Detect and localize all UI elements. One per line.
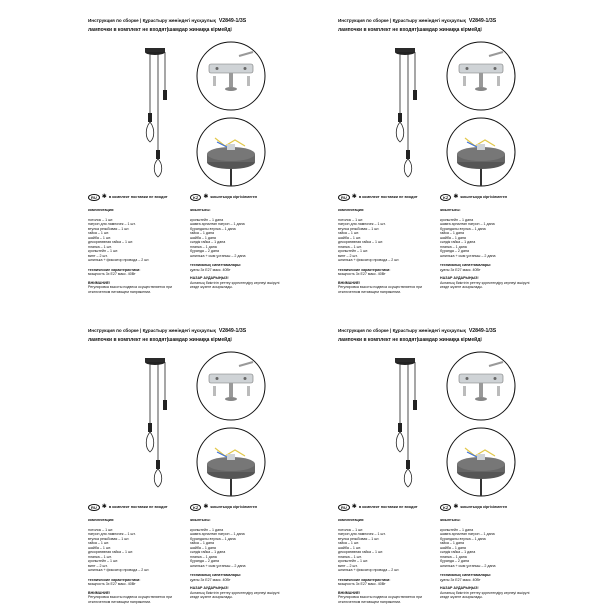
- list-item: сәндік гайка – 1 дана: [440, 550, 476, 554]
- list-item: шайба – 1 дана: [440, 545, 466, 550]
- kit-list: [190, 528, 288, 569]
- list-item: гайка – 1 шт.: [338, 231, 360, 235]
- list-item: гайка – 1 шт.: [338, 541, 360, 545]
- list-item: бұранда – 2 дана: [440, 559, 470, 563]
- ru-language-badge: RU: [338, 504, 350, 511]
- asterisk-icon: ✱: [453, 504, 459, 510]
- list-item: сәндік гайка – 1 дана: [190, 240, 226, 244]
- tech-spec: мощность 3x E27 макс. 40Вт: [338, 582, 386, 586]
- kz-note: жиынтыққа кіргізілмеген: [210, 505, 258, 509]
- list-item: кронштейн – 1 дана: [190, 527, 224, 532]
- asterisk-icon: ✱: [101, 194, 107, 200]
- kit-heading: комплектация:: [88, 518, 115, 522]
- kz-note: жиынтыққа кіргізілмеген: [460, 195, 508, 199]
- warning-text: Аспаның биіктігін реттеу қоректендіру кернеуі өшірулі кезде жүзеге асырылады.: [440, 590, 530, 599]
- kz-note-row: [440, 503, 507, 511]
- list-item: кронштейн – 1 шт.: [88, 249, 119, 253]
- list-item: винт – 2 шт.: [338, 563, 358, 568]
- tech-heading: технические характеристики:: [88, 267, 141, 272]
- list-item: бұранда – 2 дана: [440, 249, 470, 253]
- kit-heading: жиынтығы:: [440, 208, 461, 212]
- list-item: бұрандалы втулка – 1 дана: [190, 536, 236, 541]
- tech-spec: мощность 3x E27 макс. 40Вт: [88, 582, 136, 586]
- list-item: кронштейн – 1 шт.: [338, 249, 369, 253]
- tech-spec: қуаты 3x E27 макс. 40Вт: [190, 267, 231, 272]
- list-item: декоративная гайка – 1 шт.: [338, 240, 384, 244]
- warning-heading: НАЗАР АУДАРЫҢЫЗ!: [190, 276, 229, 280]
- kz-note: жиынтыққа кіргізілмеген: [460, 505, 508, 509]
- pendant-lamp-illustration: [120, 38, 190, 178]
- list-item: декоративная гайка – 1 шт.: [88, 240, 134, 244]
- canopy-wiring-illustration: [195, 426, 267, 498]
- list-item: шамға арналған патрон – 1 дана: [190, 222, 245, 226]
- warning-text: Регулировка высоты подвеса осуществляется при отключенном питающем напряжении.: [88, 595, 173, 604]
- kit-list: [190, 218, 288, 259]
- ru-note-row: [338, 503, 418, 511]
- kit-heading: комплектация:: [338, 208, 365, 212]
- list-item: гайка – 1 шт.: [88, 541, 110, 545]
- tech-spec: мощность 3x E27 макс. 40Вт: [338, 272, 386, 276]
- tech-heading: техникалық сипаттамалары:: [440, 573, 492, 577]
- kz-note: жиынтыққа кіргізілмеген: [210, 195, 258, 199]
- list-item: шпилька + сым ұстағыш – 2 дана: [440, 253, 496, 258]
- ru-column: [88, 518, 186, 604]
- canopy-wiring-illustration: [445, 116, 517, 188]
- mounting-bracket-illustration: [445, 40, 517, 112]
- warning-text: Аспаның биіктігін реттеу қоректендіру кернеуі өшірулі кезде жүзеге асырылады.: [440, 280, 530, 289]
- list-item: планка – 1 шт.: [338, 554, 362, 559]
- ru-note: в комплект поставки не входит: [108, 195, 168, 199]
- ru-note-row: [338, 193, 418, 201]
- list-item: бұранда – 2 дана: [190, 559, 220, 563]
- mounting-bracket-illustration: [195, 40, 267, 112]
- asterisk-icon: ✱: [453, 194, 459, 200]
- list-item: шайба – 1 шт.: [88, 545, 111, 550]
- ru-note: в комплект поставки не входит: [358, 505, 418, 509]
- mounting-bracket-illustration: [445, 350, 517, 422]
- list-item: гайка – 1 шт.: [88, 231, 110, 235]
- kz-language-badge: KZ: [190, 194, 201, 201]
- list-item: декоративная гайка – 1 шт.: [88, 550, 134, 554]
- list-item: шпилька + фиксатор провода – 2 шт.: [338, 258, 400, 262]
- list-item: планка – 1 дана: [190, 554, 217, 559]
- card-subtitle: лампочки в комплект не входят|шамдар жинаққа кірмейді: [338, 27, 482, 33]
- canopy-wiring-illustration: [445, 426, 517, 498]
- kit-heading: жиынтығы:: [440, 518, 461, 522]
- ru-language-badge: RU: [338, 194, 350, 201]
- warning-heading: ВНИМАНИЕ!: [88, 590, 111, 595]
- warning-heading: ВНИМАНИЕ!: [88, 280, 111, 285]
- list-item: шайба – 1 шт.: [338, 545, 361, 550]
- ru-column: [338, 518, 436, 604]
- instruction-card: [80, 10, 310, 294]
- list-item: планка – 1 дана: [440, 244, 467, 249]
- list-item: шпилька + сым ұстағыш – 2 дана: [190, 253, 246, 258]
- list-item: потолок – 1 шт.: [338, 527, 364, 532]
- list-item: гайка – 1 дана: [190, 541, 214, 545]
- list-item: шпилька + сым ұстағыш – 2 дана: [190, 563, 246, 568]
- kz-note-row: [440, 193, 507, 201]
- warning-text: Аспаның биіктігін реттеу қоректендіру кернеуі өшірулі кезде жүзеге асырылады.: [190, 590, 280, 599]
- list-item: шамға арналған патрон – 1 дана: [190, 532, 245, 536]
- list-item: шпилька + фиксатор провода – 2 шт.: [88, 258, 150, 262]
- kit-list: [440, 218, 538, 259]
- mounting-bracket-illustration: [195, 350, 267, 422]
- list-item: потолок – 1 шт.: [88, 217, 114, 222]
- tech-heading: технические характеристики:: [338, 267, 391, 272]
- list-item: винт – 2 шт.: [338, 253, 358, 258]
- warning-heading: НАЗАР АУДАРЫҢЫЗ!: [440, 276, 479, 280]
- kz-column: [190, 518, 288, 600]
- card-subtitle: лампочки в комплект не входят|шамдар жинаққа кірмейді: [88, 337, 232, 343]
- card-subtitle: лампочки в комплект не входят|шамдар жинаққа кірмейді: [88, 27, 232, 33]
- list-item: планка – 1 дана: [190, 244, 217, 249]
- kit-heading: жиынтығы:: [190, 208, 211, 212]
- ru-column: [338, 208, 436, 294]
- kit-heading: жиынтығы:: [190, 518, 211, 522]
- tech-spec: қуаты 3x E27 макс. 40Вт: [190, 577, 231, 582]
- list-item: шпилька + фиксатор провода – 2 шт.: [88, 568, 150, 572]
- ru-column: [88, 208, 186, 294]
- list-item: винт – 2 шт.: [88, 563, 108, 568]
- list-item: патрон для лампочек – 1 шт.: [338, 222, 386, 226]
- tech-heading: техникалық сипаттамалары:: [190, 573, 242, 577]
- kit-heading: комплектация:: [338, 518, 365, 522]
- kit-list: [338, 528, 436, 573]
- list-item: бұрандалы втулка – 1 дана: [440, 226, 486, 231]
- warning-text: Регулировка высоты подвеса осуществляется при отключенном питающем напряжении.: [338, 595, 423, 604]
- asterisk-icon: ✱: [351, 194, 357, 200]
- list-item: потолок – 1 шт.: [88, 527, 114, 532]
- kz-column: [190, 208, 288, 290]
- list-item: патрон для лампочек – 1 шт.: [338, 532, 386, 536]
- card-title: Инструкция по сборке | Құрастыру жөніндегі нұсқаулық V2849-1/3S: [338, 328, 497, 334]
- ru-note-row: [88, 193, 168, 201]
- card-title: Инструкция по сборке | Құрастыру жөніндегі нұсқаулық V2849-1/3S: [88, 18, 247, 24]
- kz-language-badge: KZ: [190, 504, 201, 511]
- list-item: шайба – 1 дана: [190, 235, 216, 240]
- list-item: патрон для лампочек – 1 шт.: [88, 532, 136, 536]
- kit-list: [88, 218, 186, 263]
- ru-note: в комплект поставки не входит: [108, 505, 168, 509]
- list-item: шпилька + сым ұстағыш – 2 дана: [440, 563, 496, 568]
- tech-spec: қуаты 3x E27 макс. 40Вт: [440, 577, 481, 582]
- kz-language-badge: KZ: [440, 504, 451, 511]
- warning-heading: НАЗАР АУДАРЫҢЫЗ!: [190, 586, 229, 590]
- list-item: кронштейн – 1 дана: [440, 527, 474, 532]
- kit-heading: комплектация:: [88, 208, 115, 212]
- tech-heading: технические характеристики:: [338, 577, 391, 582]
- warning-text: Аспаның биіктігін реттеу қоректендіру кернеуі өшірулі кезде жүзеге асырылады.: [190, 280, 280, 289]
- list-item: шамға арналған патрон – 1 дана: [440, 532, 495, 536]
- list-item: кронштейн – 1 шт.: [88, 559, 119, 563]
- list-item: планка – 1 шт.: [88, 554, 112, 559]
- kz-column: [440, 518, 538, 600]
- instruction-card: [80, 320, 310, 604]
- list-item: шайба – 1 дана: [440, 235, 466, 240]
- list-item: гайка – 1 дана: [190, 231, 214, 235]
- asterisk-icon: ✱: [351, 504, 357, 510]
- warning-text: Регулировка высоты подвеса осуществляется при отключенном питающем напряжении.: [88, 285, 173, 294]
- list-item: сәндік гайка – 1 дана: [440, 240, 476, 244]
- pendant-lamp-illustration: [120, 348, 190, 488]
- list-item: бұрандалы втулка – 1 дана: [190, 226, 236, 231]
- list-item: планка – 1 дана: [440, 554, 467, 559]
- card-title: Инструкция по сборке | Құрастыру жөніндегі нұсқаулық V2849-1/3S: [88, 328, 247, 334]
- list-item: кронштейн – 1 шт.: [338, 559, 369, 563]
- list-item: планка – 1 шт.: [338, 244, 362, 249]
- list-item: втулка резьбовая – 1 шт.: [338, 536, 380, 541]
- kz-language-badge: KZ: [440, 194, 451, 201]
- list-item: патрон для лампочек – 1 шт.: [88, 222, 136, 226]
- list-item: гайка – 1 дана: [440, 231, 464, 235]
- list-item: втулка резьбовая – 1 шт.: [88, 536, 130, 541]
- instruction-card: [330, 320, 560, 604]
- ru-language-badge: RU: [88, 194, 100, 201]
- list-item: шамға арналған патрон – 1 дана: [440, 222, 495, 226]
- kz-note-row: [190, 503, 257, 511]
- tech-heading: техникалық сипаттамалары:: [440, 263, 492, 267]
- list-item: сәндік гайка – 1 дана: [190, 550, 226, 554]
- list-item: гайка – 1 дана: [440, 541, 464, 545]
- asterisk-icon: ✱: [203, 504, 209, 510]
- list-item: шайба – 1 шт.: [88, 235, 111, 240]
- kz-column: [440, 208, 538, 290]
- list-item: декоративная гайка – 1 шт.: [338, 550, 384, 554]
- list-item: кронштейн – 1 дана: [190, 217, 224, 222]
- list-item: планка – 1 шт.: [88, 244, 112, 249]
- kit-list: [338, 218, 436, 263]
- list-item: бұрандалы втулка – 1 дана: [440, 536, 486, 541]
- tech-heading: технические характеристики:: [88, 577, 141, 582]
- list-item: шайба – 1 шт.: [338, 235, 361, 240]
- tech-heading: техникалық сипаттамалары:: [190, 263, 242, 267]
- ru-note-row: [88, 503, 168, 511]
- card-subtitle: лампочки в комплект не входят|шамдар жинаққа кірмейді: [338, 337, 482, 343]
- list-item: кронштейн – 1 дана: [440, 217, 474, 222]
- list-item: бұранда – 2 дана: [190, 249, 220, 253]
- asterisk-icon: ✱: [101, 504, 107, 510]
- warning-heading: НАЗАР АУДАРЫҢЫЗ!: [440, 586, 479, 590]
- list-item: втулка резьбовая – 1 шт.: [338, 226, 380, 231]
- list-item: шайба – 1 дана: [190, 545, 216, 550]
- warning-text: Регулировка высоты подвеса осуществляется при отключенном питающем напряжении.: [338, 285, 423, 294]
- list-item: шпилька + фиксатор провода – 2 шт.: [338, 568, 400, 572]
- kz-note-row: [190, 193, 257, 201]
- asterisk-icon: ✱: [203, 194, 209, 200]
- instruction-sheet: [5, 5, 595, 604]
- tech-spec: мощность 3x E27 макс. 40Вт: [88, 272, 136, 276]
- list-item: втулка резьбовая – 1 шт.: [88, 226, 130, 231]
- warning-heading: ВНИМАНИЕ!: [338, 590, 361, 595]
- instruction-card: [330, 10, 560, 294]
- kit-list: [88, 528, 186, 573]
- ru-note: в комплект поставки не входит: [358, 195, 418, 199]
- pendant-lamp-illustration: [370, 348, 440, 488]
- tech-spec: қуаты 3x E27 макс. 40Вт: [440, 267, 481, 272]
- list-item: винт – 2 шт.: [88, 253, 108, 258]
- card-title: Инструкция по сборке | Құрастыру жөніндегі нұсқаулық V2849-1/3S: [338, 18, 497, 24]
- list-item: потолок – 1 шт.: [338, 217, 364, 222]
- ru-language-badge: RU: [88, 504, 100, 511]
- kit-list: [440, 528, 538, 569]
- pendant-lamp-illustration: [370, 38, 440, 178]
- canopy-wiring-illustration: [195, 116, 267, 188]
- warning-heading: ВНИМАНИЕ!: [338, 280, 361, 285]
